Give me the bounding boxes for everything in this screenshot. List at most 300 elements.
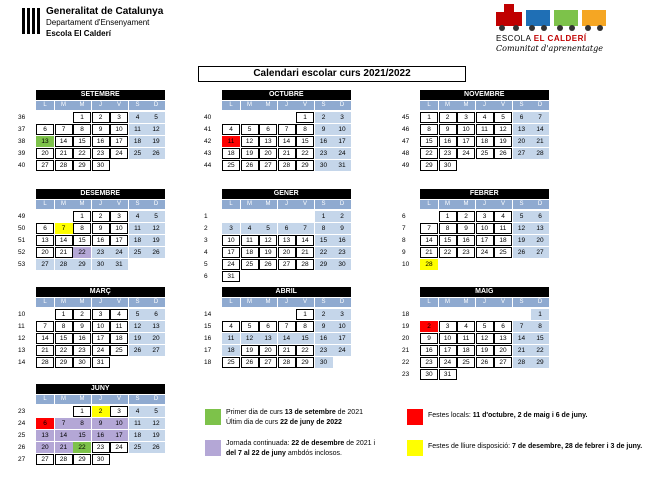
day-cell: 13 [531,223,549,234]
day-header: J [476,101,494,110]
day-cell: 24 [476,247,494,258]
day-cell: 13 [513,124,531,135]
day-cell: 25 [129,148,147,159]
day-cell [476,309,494,320]
day-cell [513,369,531,380]
day-cell: 19 [241,148,259,159]
day-cell: 25 [129,247,147,258]
day-cell: 7 [55,124,73,135]
day-header: L [420,200,438,209]
week-number: 7 [402,225,406,232]
day-cell: 30 [73,357,91,368]
day-cell: 21 [513,345,531,356]
day-cell: 26 [147,148,165,159]
day-cell: 24 [457,148,475,159]
day-cell: 1 [73,112,91,123]
day-cell: 16 [92,235,110,246]
day-cell: 7 [513,321,531,332]
day-cell: 5 [476,321,494,332]
day-cell: 10 [333,124,351,135]
day-cell: 5 [147,112,165,123]
day-header: D [147,101,165,110]
month-name: FEBRER [420,189,549,199]
day-cell: 25 [222,160,240,171]
day-header: L [420,298,438,307]
day-header: J [92,200,110,209]
day-cell: 11 [457,333,475,344]
day-cell: 31 [110,259,128,270]
day-cell: 29 [73,160,91,171]
day-header: L [222,101,240,110]
week-number: 3 [204,237,208,244]
day-cell: 11 [110,321,128,332]
day-cell [315,271,333,282]
day-cell [110,454,128,465]
page-title: Calendari escolar curs 2021/2022 [198,66,466,82]
day-header: L [222,298,240,307]
day-cell [494,309,512,320]
day-cell: 14 [36,333,54,344]
day-header: V [110,200,128,209]
day-cell [259,271,277,282]
day-cell: 8 [73,223,91,234]
day-cell: 1 [73,211,91,222]
month-name: MAIG [420,287,549,297]
day-cell [439,309,457,320]
day-cell: 9 [439,124,457,135]
day-cell [513,309,531,320]
day-header: L [36,298,54,307]
day-cell [278,309,296,320]
week-number: 6 [402,213,406,220]
month-name: GENER [222,189,351,199]
day-cell: 7 [278,321,296,332]
day-cell: 6 [259,321,277,332]
day-cell: 17 [457,136,475,147]
day-cell: 8 [315,223,333,234]
day-cell: 2 [315,112,333,123]
day-cell: 7 [55,223,73,234]
day-cell: 10 [333,321,351,332]
day-cell [457,259,475,270]
week-number: 8 [402,237,406,244]
day-cell: 18 [222,148,240,159]
day-cell [55,112,73,123]
day-cell [278,112,296,123]
day-cell: 19 [241,345,259,356]
train-icon [482,0,662,34]
day-cell: 31 [439,369,457,380]
day-cell: 17 [222,247,240,258]
day-cell: 12 [513,223,531,234]
day-cell [476,259,494,270]
day-cell [110,160,128,171]
day-header: V [110,298,128,307]
day-header: M [259,101,277,110]
day-cell: 18 [476,136,494,147]
day-cell: 28 [278,160,296,171]
day-cell: 30 [333,259,351,270]
day-cell: 22 [531,345,549,356]
legend-yellow-swatch [407,440,423,456]
week-number: 16 [204,335,212,342]
day-header: V [494,298,512,307]
day-cell: 22 [420,148,438,159]
day-cell: 26 [259,259,277,270]
day-cell: 29 [296,357,314,368]
week-number: 6 [204,273,208,280]
day-cell [513,259,531,270]
day-cell: 2 [333,211,351,222]
day-cell: 14 [55,430,73,441]
day-header: M [457,298,475,307]
day-cell: 16 [457,235,475,246]
day-cell: 16 [92,136,110,147]
day-header: D [333,200,351,209]
week-number: 14 [18,359,26,366]
legend-red: Festes locals: 11 d'octubre, 2 de maig i 6 de juny. [428,412,588,419]
day-cell: 21 [55,247,73,258]
day-header: J [278,200,296,209]
day-cell: 31 [333,160,351,171]
day-cell: 28 [55,160,73,171]
week-number: 22 [402,359,410,366]
day-cell [278,211,296,222]
week-number: 36 [18,114,26,121]
week-number: 9 [402,249,406,256]
day-header: L [222,200,240,209]
day-cell: 7 [531,112,549,123]
day-cell [36,112,54,123]
week-number: 44 [204,162,212,169]
day-cell [494,259,512,270]
day-header: M [55,200,73,209]
day-cell: 4 [110,309,128,320]
day-cell: 9 [333,223,351,234]
day-cell: 24 [222,259,240,270]
day-cell: 29 [73,454,91,465]
day-cell: 19 [494,136,512,147]
month-name: ABRIL [222,287,351,297]
month-name: JUNY [36,384,165,394]
day-cell [36,309,54,320]
day-cell: 11 [129,223,147,234]
day-cell: 15 [73,235,91,246]
day-cell: 7 [278,124,296,135]
day-cell: 12 [147,223,165,234]
week-number: 23 [402,371,410,378]
day-cell: 13 [147,321,165,332]
day-cell: 14 [55,235,73,246]
day-cell: 27 [531,247,549,258]
day-cell [333,357,351,368]
day-header: M [55,298,73,307]
day-cell: 15 [296,333,314,344]
day-cell: 18 [457,345,475,356]
day-header: S [315,298,333,307]
day-cell: 10 [439,333,457,344]
week-number: 27 [18,456,26,463]
day-cell: 18 [129,430,147,441]
day-header: M [439,298,457,307]
day-cell: 20 [259,345,277,356]
day-header: V [110,101,128,110]
day-cell: 21 [55,148,73,159]
day-cell: 4 [241,223,259,234]
day-cell: 17 [92,333,110,344]
day-header: J [278,101,296,110]
day-cell: 23 [73,345,91,356]
day-header: M [73,298,91,307]
day-header: J [92,298,110,307]
week-number: 14 [204,311,212,318]
day-cell [241,112,259,123]
day-cell: 21 [36,345,54,356]
day-cell: 2 [439,112,457,123]
week-number: 4 [204,249,208,256]
legend-green: Primer dia de curs 13 de setembre de 2021 Últim dia de curs 22 de juny de 2022 [226,409,363,426]
legend-green-swatch [205,409,221,425]
month-name: MARÇ [36,287,165,297]
day-cell: 19 [476,345,494,356]
week-number: 24 [18,420,26,427]
day-header: V [296,200,314,209]
day-cell: 16 [92,430,110,441]
day-cell: 26 [147,247,165,258]
day-cell: 3 [222,223,240,234]
day-cell: 27 [147,345,165,356]
day-cell [457,160,475,171]
day-cell: 8 [439,223,457,234]
day-cell: 8 [73,124,91,135]
day-header: S [315,101,333,110]
week-number: 18 [204,359,212,366]
day-cell [476,160,494,171]
day-header: D [531,101,549,110]
day-cell: 2 [92,112,110,123]
day-cell [259,112,277,123]
day-cell: 15 [315,235,333,246]
day-cell [55,211,73,222]
day-cell: 26 [241,160,259,171]
day-cell: 28 [420,259,438,270]
day-header: V [110,395,128,404]
week-number: 23 [18,408,26,415]
day-header: D [147,395,165,404]
day-cell: 3 [110,211,128,222]
day-cell: 26 [129,345,147,356]
day-cell: 23 [457,247,475,258]
day-header: V [494,101,512,110]
day-cell [129,357,147,368]
week-number: 17 [204,347,212,354]
day-cell [513,160,531,171]
day-cell: 28 [36,357,54,368]
day-cell: 4 [494,211,512,222]
day-cell: 16 [333,235,351,246]
week-number: 15 [204,323,212,330]
day-cell: 9 [92,223,110,234]
day-cell [259,309,277,320]
day-cell: 6 [531,211,549,222]
day-cell: 4 [476,112,494,123]
week-number: 52 [18,249,26,256]
day-cell: 20 [531,235,549,246]
day-cell: 8 [296,321,314,332]
day-cell [36,406,54,417]
day-header: V [296,298,314,307]
day-header: D [147,298,165,307]
day-cell: 1 [439,211,457,222]
week-number: 50 [18,225,26,232]
day-cell: 22 [439,247,457,258]
month-name: NOVEMBRE [420,90,549,100]
month-name: DESEMBRE [36,189,165,199]
day-cell: 27 [494,357,512,368]
day-header: D [333,101,351,110]
day-cell: 17 [439,345,457,356]
day-cell: 3 [439,321,457,332]
day-header: M [457,200,475,209]
gov-line2: Departament d'Ensenyament [46,18,150,27]
day-cell [222,309,240,320]
week-number: 19 [402,323,410,330]
day-cell: 20 [147,333,165,344]
week-number: 13 [18,347,26,354]
day-cell: 23 [92,247,110,258]
week-number: 49 [402,162,410,169]
day-cell: 2 [92,406,110,417]
day-cell: 10 [222,235,240,246]
day-cell: 14 [420,235,438,246]
day-cell: 2 [457,211,475,222]
day-header: M [73,200,91,209]
day-cell: 5 [513,211,531,222]
day-cell: 20 [36,148,54,159]
day-cell: 12 [129,321,147,332]
day-cell: 22 [73,247,91,258]
day-cell: 10 [110,124,128,135]
day-header: J [92,395,110,404]
day-header: M [439,200,457,209]
day-cell: 14 [513,333,531,344]
day-cell: 24 [333,345,351,356]
day-cell: 13 [36,136,54,147]
day-cell: 20 [278,247,296,258]
day-cell: 27 [259,357,277,368]
day-cell: 10 [110,418,128,429]
day-header: J [476,200,494,209]
day-cell: 21 [278,345,296,356]
day-header: S [129,395,147,404]
day-cell: 3 [110,112,128,123]
week-number: 45 [402,114,410,121]
day-cell: 9 [315,321,333,332]
day-header: V [296,101,314,110]
day-cell: 28 [513,357,531,368]
legend-red-swatch [407,409,423,425]
day-cell: 30 [92,454,110,465]
day-cell: 13 [278,235,296,246]
day-cell: 6 [494,321,512,332]
day-cell [296,211,314,222]
day-cell: 15 [439,235,457,246]
legend-purple-swatch [205,440,221,456]
day-cell: 21 [531,136,549,147]
week-number: 47 [402,138,410,145]
day-cell: 1 [420,112,438,123]
day-cell: 23 [439,148,457,159]
day-header: S [129,200,147,209]
day-cell: 26 [147,442,165,453]
week-number: 12 [18,335,26,342]
day-cell: 17 [110,430,128,441]
day-cell [147,259,165,270]
day-cell [420,211,438,222]
day-cell: 13 [36,430,54,441]
week-number: 5 [204,261,208,268]
week-number: 40 [204,114,212,121]
legend-purple: Jornada continuada: 22 de desembre de 2021 i del 7 al 22 de juny ambdós inclosos. [226,440,376,457]
day-cell: 9 [420,333,438,344]
day-cell: 11 [476,124,494,135]
day-cell: 11 [241,235,259,246]
day-cell: 22 [73,442,91,453]
day-cell: 1 [315,211,333,222]
day-header: S [513,298,531,307]
month-name: SETEMBRE [36,90,165,100]
day-cell [476,369,494,380]
day-cell: 21 [55,442,73,453]
day-cell [531,369,549,380]
week-number: 25 [18,432,26,439]
day-cell: 30 [315,357,333,368]
week-number: 43 [204,150,212,157]
day-cell: 24 [110,247,128,258]
day-cell: 12 [241,333,259,344]
day-cell: 7 [55,418,73,429]
day-cell: 5 [259,223,277,234]
week-number: 11 [18,323,25,330]
day-cell: 17 [110,235,128,246]
gov-line1: Generalitat de Catalunya [46,6,164,17]
day-cell: 24 [110,442,128,453]
day-cell: 31 [92,357,110,368]
day-header: S [513,101,531,110]
week-number: 1 [204,213,208,220]
day-cell: 14 [278,333,296,344]
day-cell: 4 [457,321,475,332]
week-number: 2 [204,225,208,232]
day-cell: 29 [296,160,314,171]
day-cell: 9 [457,223,475,234]
day-cell: 15 [531,333,549,344]
day-header: J [476,298,494,307]
day-cell: 11 [222,333,240,344]
day-cell [333,271,351,282]
day-cell: 5 [241,124,259,135]
day-cell: 29 [315,259,333,270]
day-cell: 13 [36,235,54,246]
day-cell: 7 [420,223,438,234]
day-header: D [333,298,351,307]
day-cell [110,357,128,368]
week-number: 37 [18,126,26,133]
day-cell: 9 [315,124,333,135]
day-cell: 27 [36,160,54,171]
day-cell: 5 [147,211,165,222]
week-number: 40 [18,162,26,169]
